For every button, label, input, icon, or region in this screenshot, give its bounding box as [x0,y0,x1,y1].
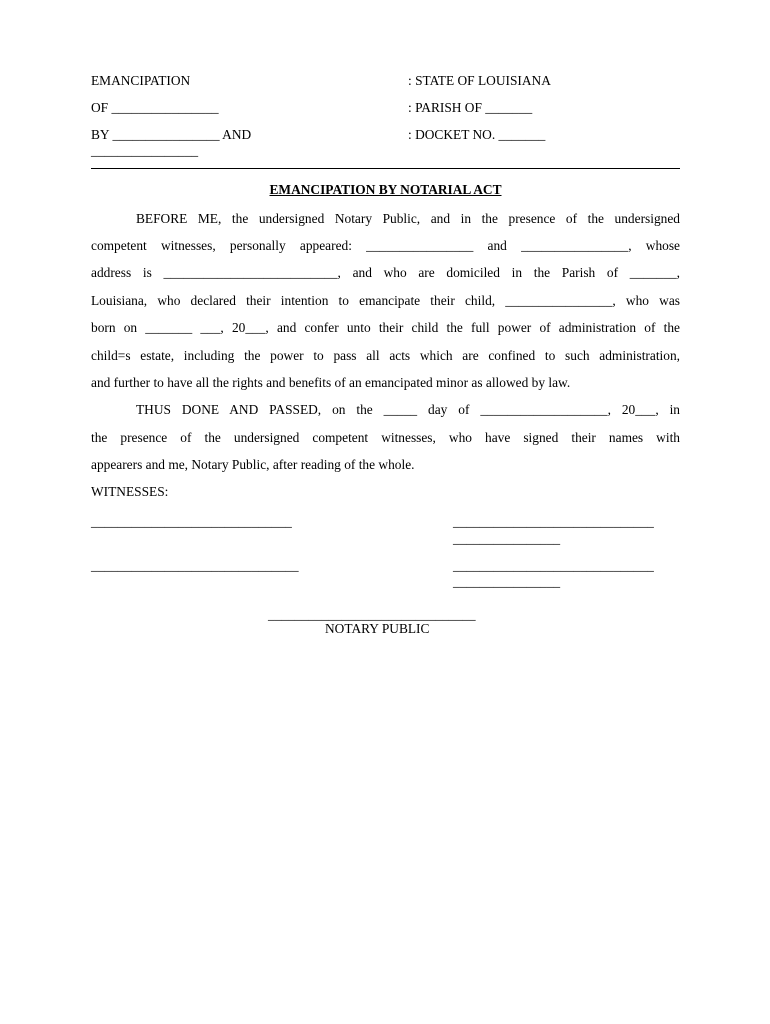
document-title: EMANCIPATION BY NOTARIAL ACT [269,182,502,197]
caption-state: : STATE OF LOUISIANA [408,73,551,88]
caption-and-line: ________________ [91,143,199,158]
paragraph1-line: born on _______ ___, 20___, and confer unto their child the full power of administration of the [91,320,680,335]
appearer2-signature-line: ______________________________ [453,558,654,573]
paragraph1-line: BEFORE ME, the undersigned Notary Public, and in the presence of the undersigned [136,211,680,226]
caption-parish: : PARISH OF _______ [408,100,533,115]
paragraph1-line: child=s estate, including the power to pass all acts which are confined to such administration, [91,348,680,363]
paragraph1-line: Louisiana, who declared their intention to emancipate their child, ________________, who was [91,293,680,308]
paragraph1-line: competent witnesses, personally appeared: ________________ and ________________, whose [91,238,680,253]
paragraph1-line: and further to have all the rights and benefits of an emancipated minor as allowed by law. [91,375,571,390]
caption-emancipation: EMANCIPATION [91,73,191,88]
witnesses-label: WITNESSES: [91,484,169,499]
appearer1-signature-line-continued: ________________ [453,531,561,546]
appearer2-signature-line-continued: ________________ [453,574,561,589]
caption-of-line: OF ________________ [91,100,219,115]
paragraph2-line: appearers and me, Notary Public, after reading of the whole. [91,457,415,472]
appearer1-signature-line: ______________________________ [453,514,654,529]
notary-signature-line: _______________________________ [268,607,476,622]
notary-public-label: NOTARY PUBLIC [325,621,430,636]
caption-by-line: BY ________________ AND [91,127,252,142]
paragraph2-line: the presence of the undersigned competent witnesses, who have signed their names with [91,430,680,445]
paragraph1-line: address is __________________________, and who are domiciled in the Parish of _______, [91,265,680,280]
witness2-signature-line: _______________________________ [91,558,299,573]
caption-divider [91,168,680,169]
witness1-signature-line: ______________________________ [91,514,292,529]
caption-docket: : DOCKET NO. _______ [408,127,546,142]
paragraph2-line: THUS DONE AND PASSED, on the _____ day of ___________________, 20___, in [136,402,680,417]
